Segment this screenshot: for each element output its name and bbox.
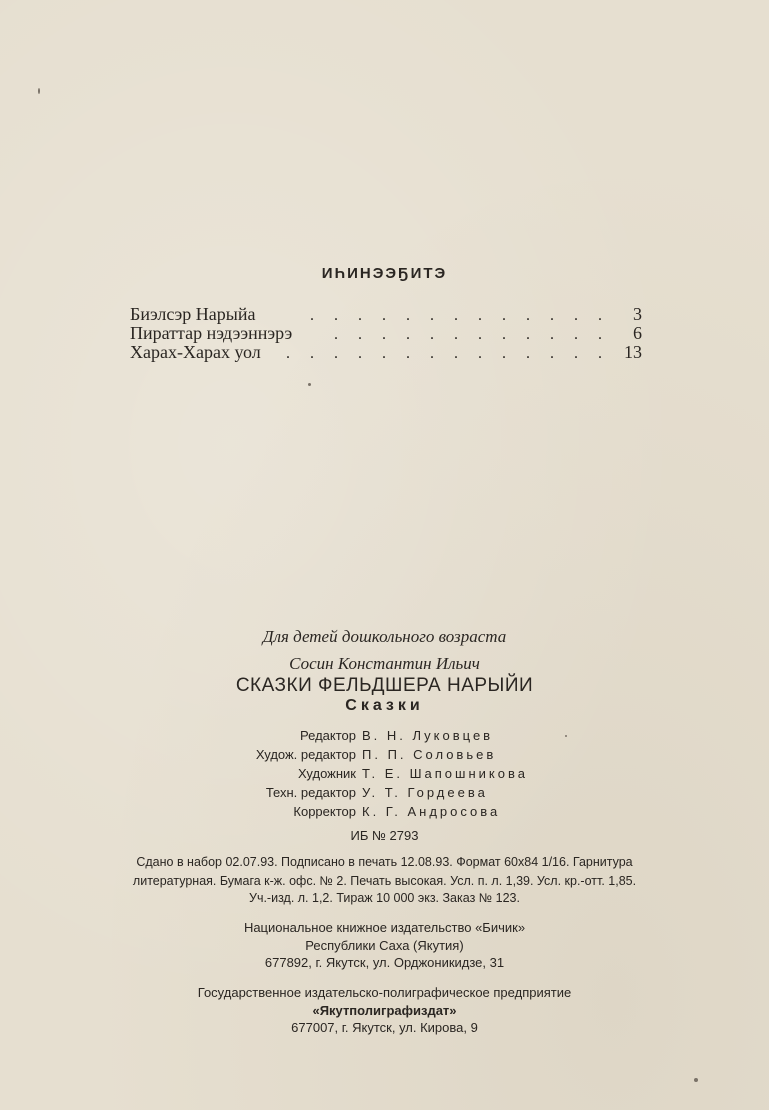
toc-entry-title: Биэлсэр Нарыйа (130, 304, 256, 324)
staff-role: Худож. редактор (255, 747, 356, 762)
printer-name: «Якутполиграфиздат» (312, 1003, 457, 1018)
toc-entry-title: Пираттар нэдээннэрэ (130, 323, 293, 343)
toc-entry (130, 324, 642, 343)
toc-heading: ИҺИНЭЭҔИТЭ (321, 265, 448, 282)
book-title: СКАЗКИ ФЕЛЬДШЕРА НАРЫЙИ (235, 675, 534, 696)
staff-credits (0, 726, 769, 821)
staff-credit (0, 802, 769, 821)
publisher-line: Республики Саха (Якутия) (305, 938, 464, 953)
staff-name: У. Т. Гордеева (362, 785, 488, 800)
toc-entry-title: Харах-Харах уол (130, 342, 261, 362)
staff-credit (0, 783, 769, 802)
staff-role: Художник (298, 766, 356, 781)
toc-leader-dots: . . . . . . . . . . . . . . (286, 345, 610, 362)
paper-speck (308, 383, 311, 386)
print-details-line: Сдано в набор 02.07.93. Подписано в печать 12.08.93. Формат 60х84 1/16. Гарнитура (136, 855, 633, 869)
publisher-address: 677892, г. Якутск, ул. Орджоникидзе, 31 (264, 955, 505, 970)
staff-credit (0, 726, 769, 745)
toc-leader-dots: . . . . . . . . . . . . . (310, 307, 610, 324)
print-details-line: Уч.-изд. л. 1,2. Тираж 10 000 экз. Заказ № 123. (249, 891, 520, 905)
staff-credit (0, 745, 769, 764)
toc-entry-page: 6 (633, 323, 642, 343)
publisher-line: Национальное книжное издательство «Бичик» (243, 920, 526, 935)
staff-name: П. П. Соловьев (362, 747, 497, 762)
toc-entry-page: 13 (624, 342, 642, 362)
printer-address: 677007, г. Якутск, ул. Кирова, 9 (291, 1020, 478, 1035)
toc-leader-dots: . . . . . . . . . . . . (334, 326, 610, 343)
staff-name: Т. Е. Шапошникова (362, 766, 528, 781)
staff-credit (0, 764, 769, 783)
staff-name: К. Г. Андросова (362, 804, 501, 819)
table-of-contents (130, 305, 642, 362)
printer-line: Государственное издательско-полиграфическое предприятие (197, 985, 572, 1000)
staff-name: В. Н. Луковцев (362, 728, 494, 743)
toc-entry (130, 343, 642, 362)
toc-entry-page: 3 (633, 304, 642, 324)
audience-note: Для детей дошкольного возраста (262, 627, 507, 646)
staff-role: Техн. редактор (265, 785, 356, 800)
ib-number: ИБ № 2793 (350, 828, 419, 843)
paper-speck (694, 1078, 698, 1082)
paper-speck (565, 735, 567, 737)
print-details-line: литературная. Бумага к-ж. офс. № 2. Печать высокая. Усл. п. л. 1,39. Усл. кр.-отт. 1,85. (132, 874, 637, 888)
genre-label: Сказки (345, 697, 424, 714)
paper-speck (38, 88, 40, 94)
toc-entry (130, 305, 642, 324)
staff-role: Корректор (293, 804, 356, 819)
author-name: Сосин Константин Ильич (289, 654, 480, 673)
staff-role: Редактор (300, 728, 356, 743)
